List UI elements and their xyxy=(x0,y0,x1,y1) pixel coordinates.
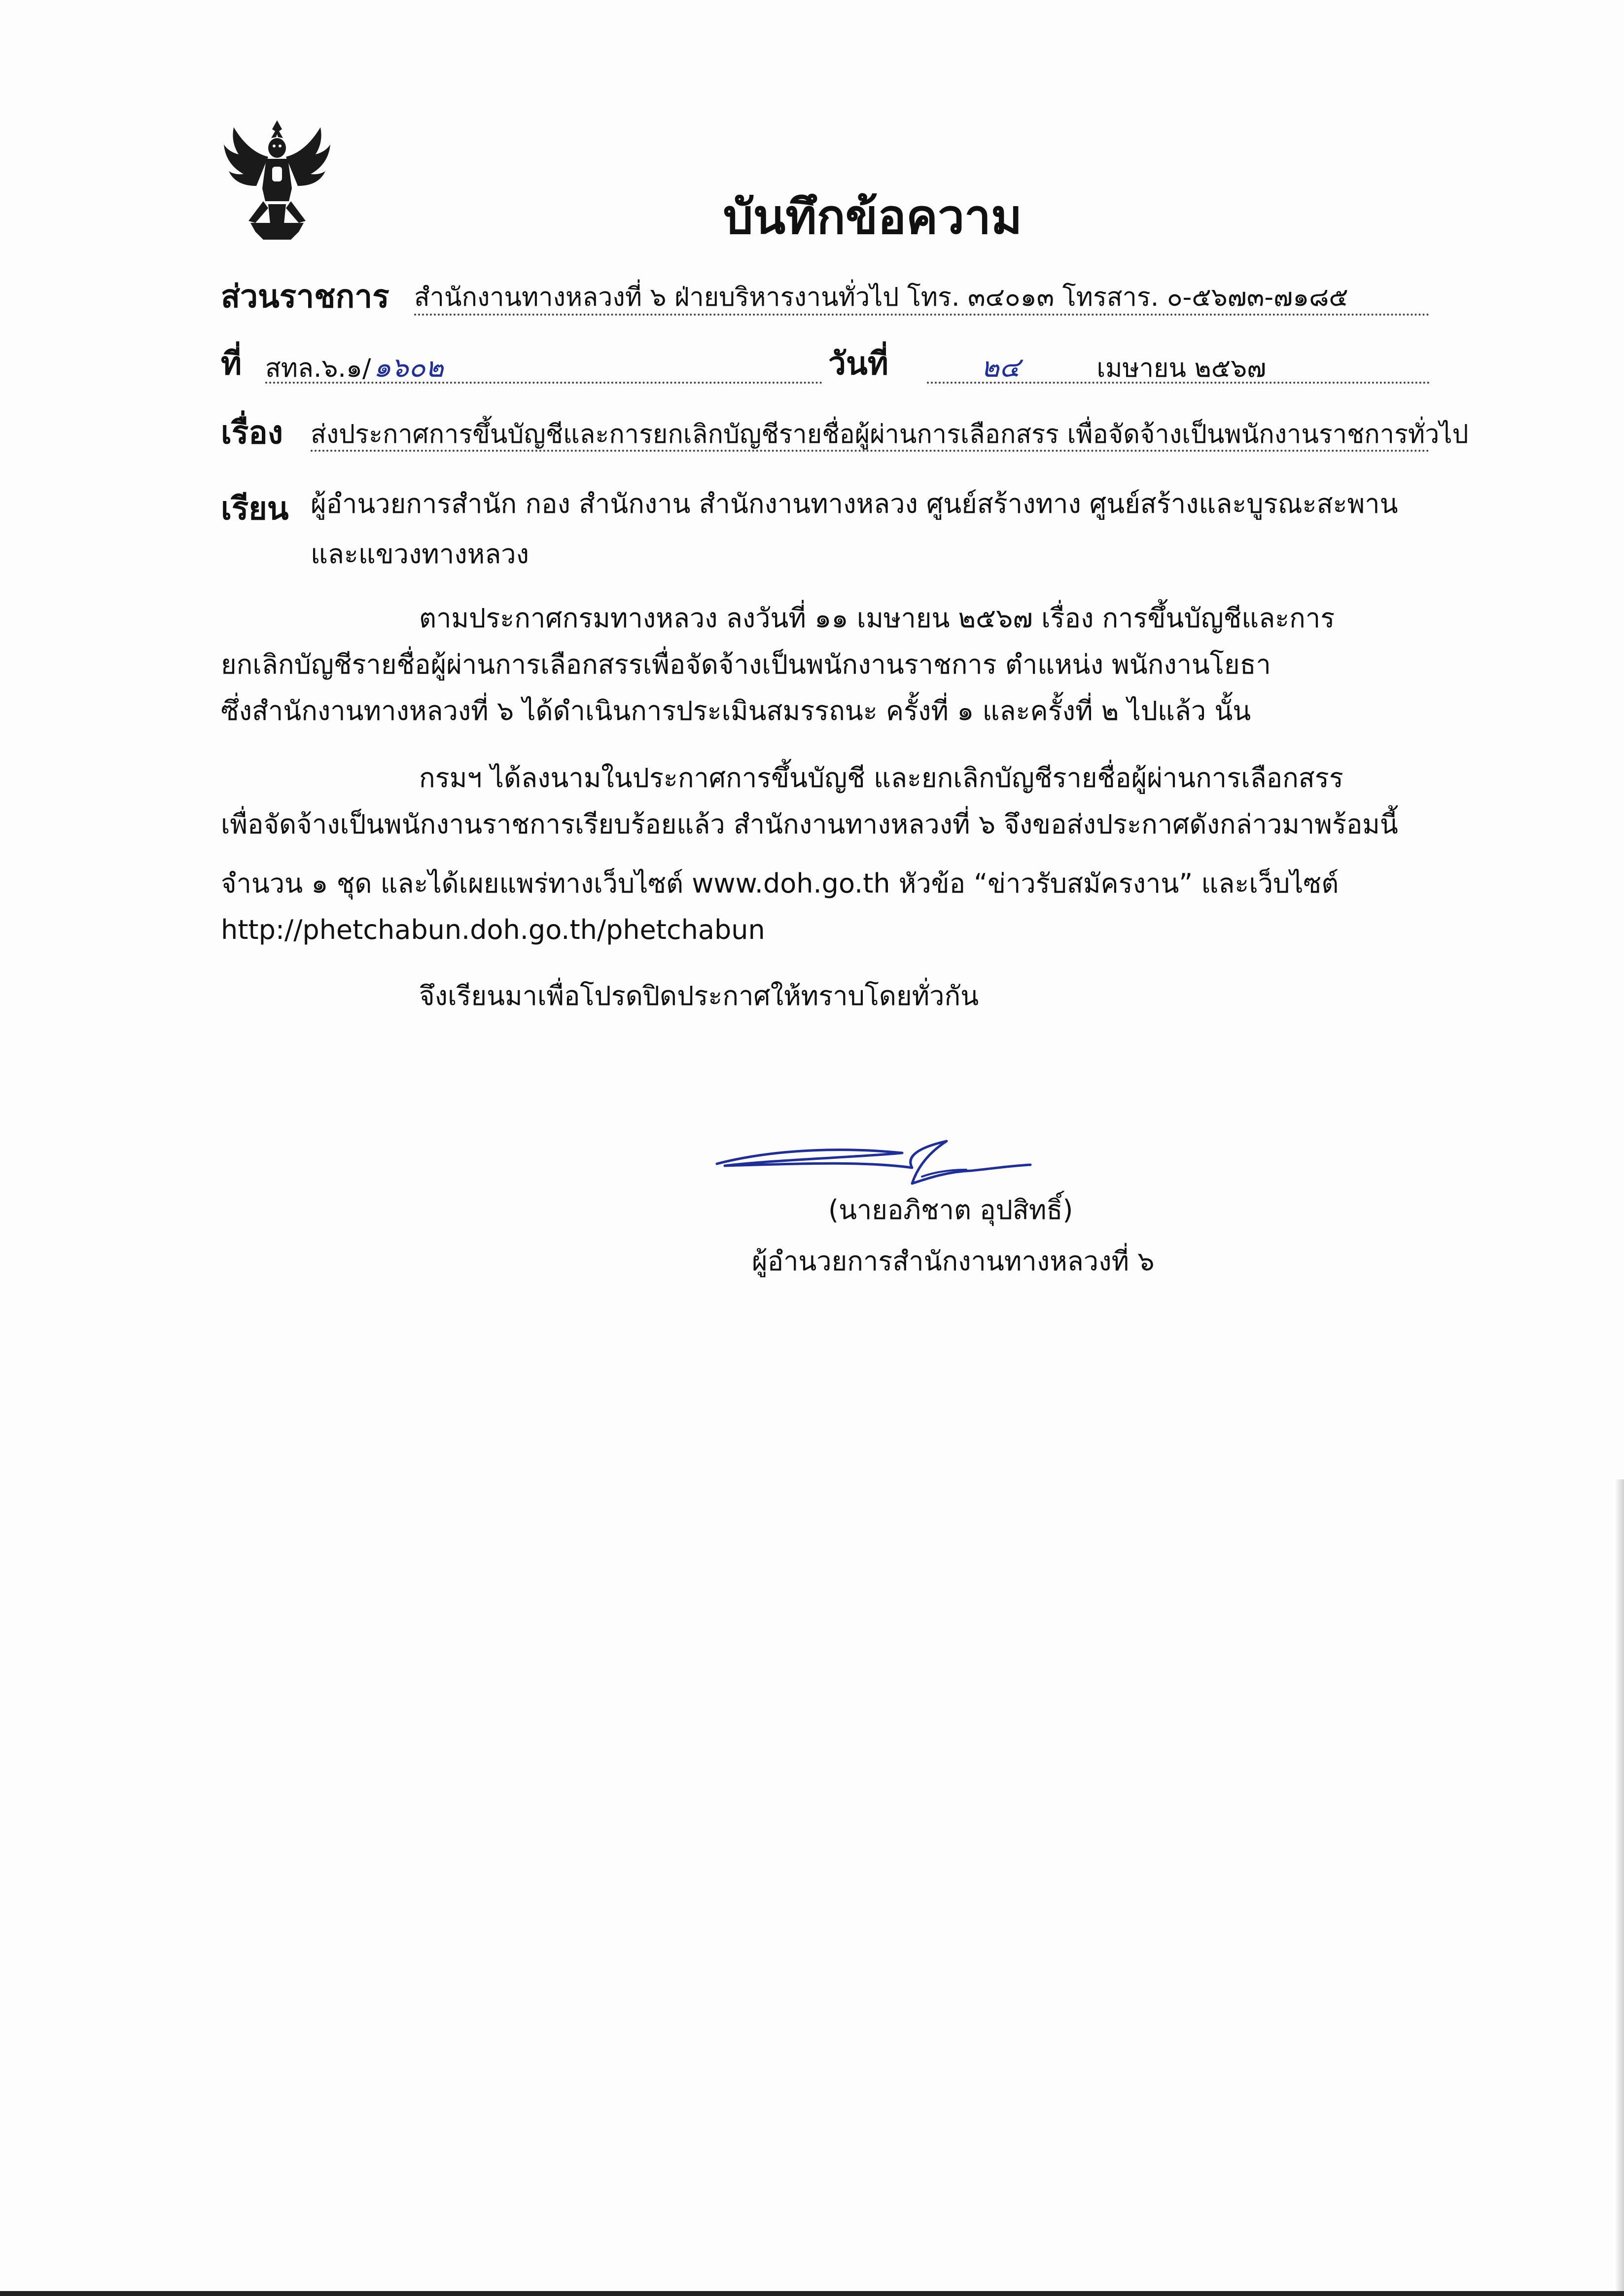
handwritten-signature xyxy=(715,1129,1035,1193)
agency-field xyxy=(414,276,1430,316)
ref-number: ๑๖๐๒ xyxy=(373,352,444,384)
subject-value: ส่งประกาศการขึ้นบัญชีและการยกเลิกบัญชีรายชื่อผู้ผ่านการเลือกสรร เพื่อจัดจ้างเป็นพนักงานราชการทั่วไป xyxy=(311,420,1469,449)
agency-row xyxy=(221,271,389,322)
p2-line-4: http://phetchabun.doh.go.th/phetchabun xyxy=(221,914,765,945)
signatory-position: ผู้อำนวยการสำนักงานทางหลวงที่ ๖ xyxy=(752,1246,1155,1277)
p2-line-2: เพื่อจัดจ้างเป็นพนักงานราชการเรียบร้อยแล้ว สำนักงานทางหลวงที่ ๖ จึงขอส่งประกาศดังกล่าวมาพร้อมนี้ xyxy=(221,809,1398,840)
date-month-year: เมษายน ๒๕๖๗ xyxy=(1096,354,1267,383)
to-label: เรียน xyxy=(221,491,289,527)
ref-prefix: สทล.๖.๑/ xyxy=(265,354,371,383)
subject-row xyxy=(221,407,283,458)
p2-line-1: กรมฯ ได้ลงนามในประกาศการขึ้นบัญชี และยกเลิกบัญชีรายชื่อผู้ผ่านการเลือกสรร xyxy=(419,762,1343,793)
p2-line-3: จำนวน ๑ ชุด และได้เผยแพร่ทางเว็บไซต์ www.doh.go.th หัวข้อ “ข่าวรับสมัครงาน” และเว็บไซต์ xyxy=(221,868,1339,899)
p1-line-3: ซึ่งสำนักงานทางหลวงที่ ๖ ได้ดำเนินการประเมินสมรรถนะ ครั้งที่ ๑ และครั้งที่ ๒ ไปแล้ว นั้น xyxy=(221,695,1251,726)
to-row xyxy=(221,483,289,534)
p3-line-1: จึงเรียนมาเพื่อโปรดปิดประกาศให้ทราบโดยทั่วกัน xyxy=(419,980,979,1011)
subject-field xyxy=(311,413,1469,452)
scan-edge-bottom xyxy=(0,2291,1624,2296)
p1-line-1: ตามประกาศกรมทางหลวง ลงวันที่ ๑๑ เมษายน ๒๕๖๗ เรื่อง การขึ้นบัญชีและการ xyxy=(419,603,1335,634)
ref-label: ที่ xyxy=(221,346,242,382)
scan-edge-right xyxy=(1615,1479,1624,2296)
date-label: วันที่ xyxy=(828,346,888,382)
ref-row xyxy=(221,338,242,389)
agency-value: สำนักงานทางหลวงที่ ๖ ฝ่ายบริหารงานทั่วไป โทร. ๓๔๐๑๓ โทรสาร. ๐-๕๖๗๓-๗๑๘๕ xyxy=(414,283,1348,312)
subject-label: เรื่อง xyxy=(221,415,283,451)
to-line-1: ผู้อำนวยการสำนัก กอง สำนักงาน สำนักงานทางหลวง ศูนย์สร้างทาง ศูนย์สร้างและบูรณะสะพาน xyxy=(311,488,1398,519)
to-line-2: และแขวงทางหลวง xyxy=(311,538,529,570)
date-row xyxy=(828,338,888,389)
memo-title: บันทึกข้อความ xyxy=(723,189,1023,245)
garuda-emblem-icon xyxy=(221,117,333,243)
date-field xyxy=(927,345,1430,384)
ref-field xyxy=(265,345,822,384)
date-day: ๒๔ xyxy=(981,352,1021,384)
signatory-name: (นายอภิชาต อุปสิทธิ์) xyxy=(828,1194,1073,1225)
p1-line-2: ยกเลิกบัญชีรายชื่อผู้ผ่านการเลือกสรรเพื่อจัดจ้างเป็นพนักงานราชการ ตำแหน่ง พนักงานโยธา xyxy=(221,649,1271,680)
agency-label: ส่วนราชการ xyxy=(221,279,389,315)
